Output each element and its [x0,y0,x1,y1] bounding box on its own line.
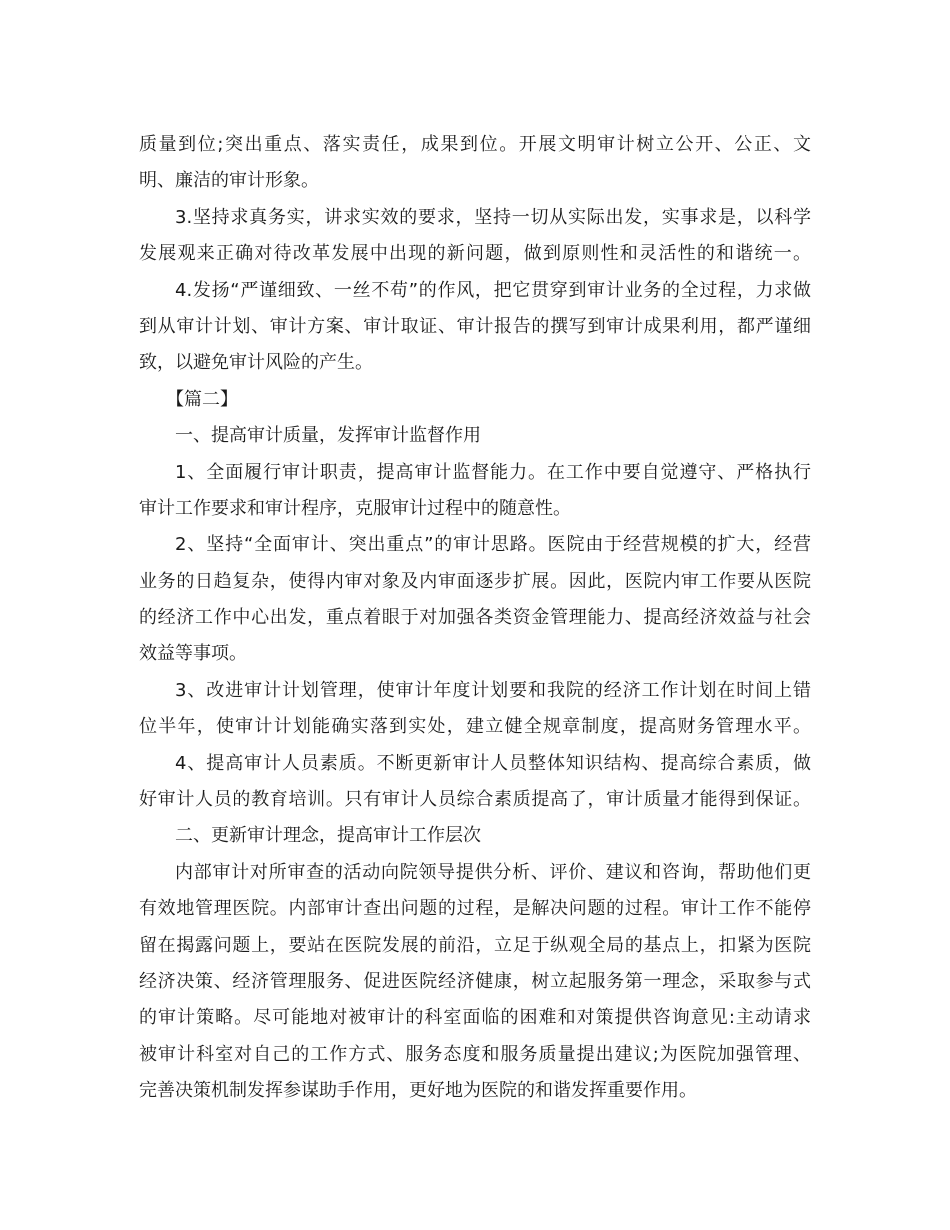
text-line: 位半年，使审计计划能确实落到实处，建立健全规章制度，提高财务管理水平。 [139,716,811,738]
text-line: 二、更新审计理念，提高审计工作层次 [175,825,481,847]
text-line: 完善决策机制发挥参谋助手作用，更好地为医院的和谐发挥重要作用。 [139,1080,697,1102]
text-line: 有效地管理医院。内部审计查出问题的过程，是解决问题的过程。审计工作不能停 [139,898,811,920]
text-line: 明、廉洁的审计形象。 [139,170,319,192]
text-line: 3.坚持求真务实，讲求实效的要求，坚持一切从实际出发，实事求是，以科学 [175,206,811,228]
document-body [139,127,811,1110]
text-line: 经济决策、经济管理服务、促进医院经济健康，树立起服务第一理念，采取参与式 [139,970,811,992]
section-heading: 【篇二】 [166,388,238,410]
text-line: 2、坚持“全面审计、突出重点”的审计思路。医院由于经营规模的扩大，经营 [175,534,811,556]
text-line: 致，以避免审计风险的产生。 [139,352,373,374]
text-line: 发展观来正确对待改革发展中出现的新问题，做到原则性和灵活性的和谐统一。 [139,243,811,265]
text-line: 好审计人员的教育培训。只有审计人员综合素质提高了，审计质量才能得到保证。 [139,789,811,811]
text-line: 留在揭露问题上，要站在医院发展的前沿，立足于纵观全局的基点上，扣紧为医院 [139,934,811,956]
text-line: 到从审计计划、审计方案、审计取证、审计报告的撰写到审计成果利用，都严谨细 [139,315,811,337]
text-line: 被审计科室对自己的工作方式、服务态度和服务质量提出建议;为医院加强管理、 [139,1043,811,1065]
text-line: 内部审计对所审查的活动向院领导提供分析、评价、建议和咨询，帮助他们更 [175,861,811,883]
text-line: 审计工作要求和审计程序，克服审计过程中的随意性。 [139,497,571,519]
text-line: 3、改进审计计划管理，使审计年度计划要和我院的经济工作计划在时间上错 [175,679,811,701]
text-line: 1、全面履行审计职责，提高审计监督能力。在工作中要自觉遵守、严格执行 [175,461,811,483]
text-line: 的审计策略。尽可能地对被审计的科室面临的困难和对策提供咨询意见:主动请求 [139,1007,811,1029]
text-line: 效益等事项。 [139,643,247,665]
text-line: 一、提高审计质量，发挥审计监督作用 [175,425,481,447]
text-line: 业务的日趋复杂，使得内审对象及内审面逐步扩展。因此，医院内审工作要从医院 [139,570,811,592]
text-line: 4.发扬“严谨细致、一丝不苟”的作风，把它贯穿到审计业务的全过程，力求做 [175,279,811,301]
text-line: 质量到位;突出重点、落实责任，成果到位。开展文明审计树立公开、公正、文 [139,134,811,155]
text-line: 4、提高审计人员素质。不断更新审计人员整体知识结构、提高综合素质，做 [175,752,811,774]
text-line: 的经济工作中心出发，重点着眼于对加强各类资金管理能力、提高经济效益与社会 [139,607,811,629]
